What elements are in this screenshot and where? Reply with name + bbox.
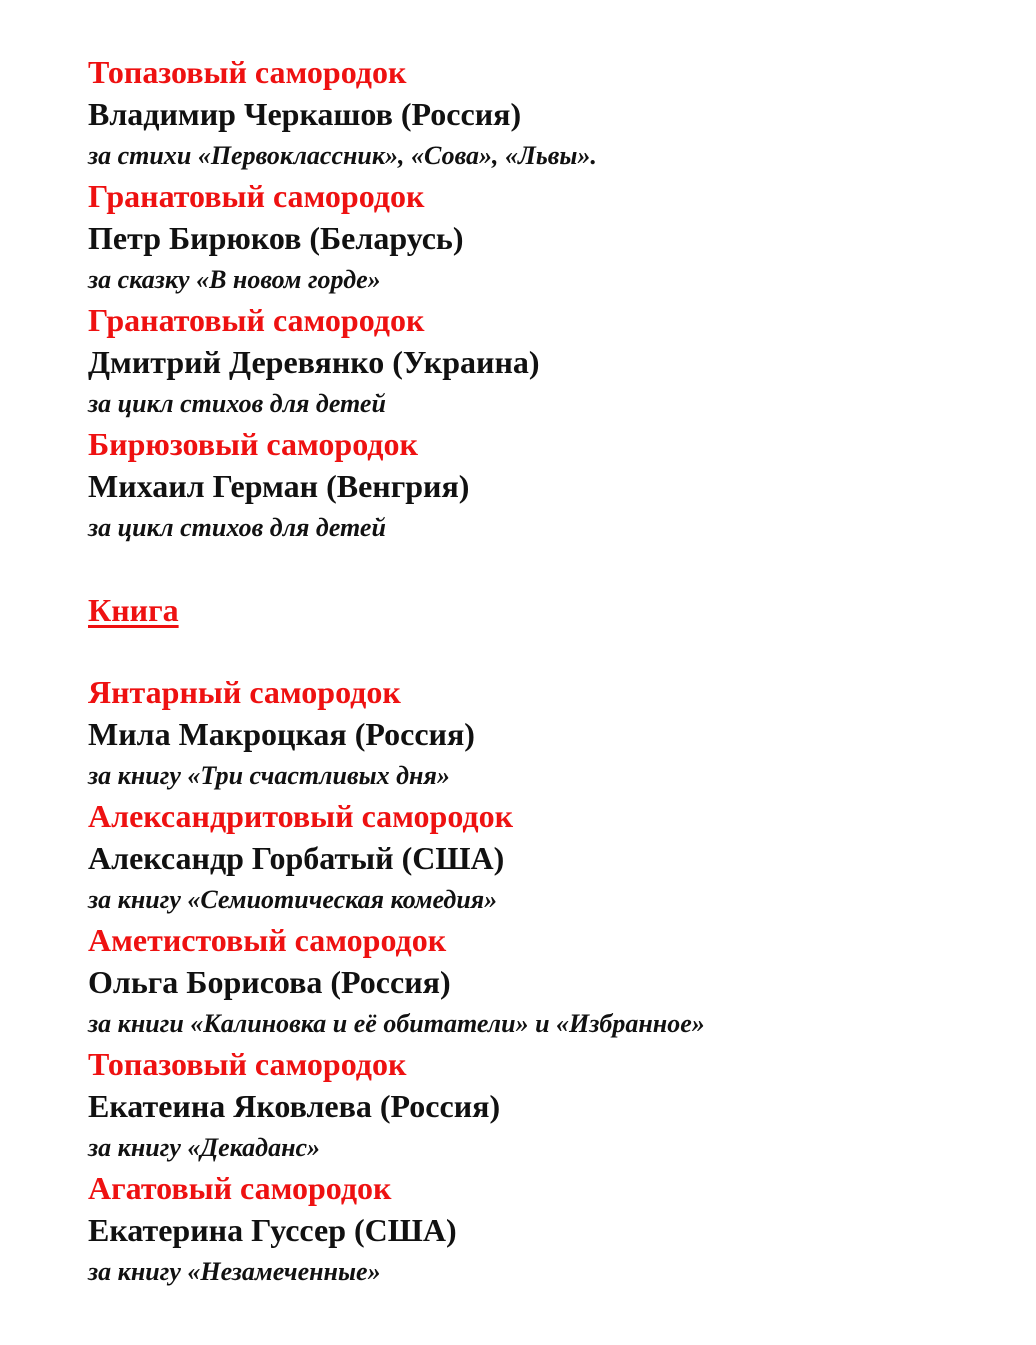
award-reason: за книги «Калиновка и её обитатели» и «Избранное» bbox=[88, 1009, 705, 1038]
award-title: Бирюзовый самородок bbox=[88, 426, 418, 462]
award-reason: за книгу «Незамеченные» bbox=[88, 1257, 381, 1286]
award-reason: за цикл стихов для детей bbox=[88, 513, 386, 542]
document-page bbox=[88, 52, 1008, 1292]
award-reason: за книгу «Декаданс» bbox=[88, 1133, 321, 1162]
award-reason: за книгу «Три счастливых дня» bbox=[88, 761, 450, 790]
award-entry bbox=[88, 920, 1008, 1044]
award-entry bbox=[88, 672, 1008, 796]
winner-name: Александр Горбатый (США) bbox=[88, 840, 505, 876]
award-reason: за книгу «Семиотическая комедия» bbox=[88, 885, 498, 914]
winner-name: Михаил Герман (Венгрия) bbox=[88, 468, 470, 504]
award-entry bbox=[88, 424, 1008, 548]
award-entry bbox=[88, 176, 1008, 300]
award-reason: за сказку «В новом горде» bbox=[88, 265, 381, 294]
winner-name: Екатерина Гуссер (США) bbox=[88, 1212, 457, 1248]
award-title: Александритовый самородок bbox=[88, 798, 514, 834]
winner-name: Ольга Борисова (Россия) bbox=[88, 964, 451, 1000]
award-entry bbox=[88, 796, 1008, 920]
awards-list-poems bbox=[88, 52, 1008, 548]
award-entry bbox=[88, 1044, 1008, 1168]
award-title: Янтарный самородок bbox=[88, 674, 401, 710]
award-reason: за цикл стихов для детей bbox=[88, 389, 386, 418]
award-entry bbox=[88, 1168, 1008, 1292]
award-title: Агатовый самородок bbox=[88, 1170, 392, 1206]
award-title: Аметистовый самородок bbox=[88, 922, 447, 958]
award-title: Топазовый самородок bbox=[88, 1046, 407, 1082]
winner-name: Владимир Черкашов (Россия) bbox=[88, 96, 522, 132]
winner-name: Петр Бирюков (Беларусь) bbox=[88, 220, 464, 256]
award-title: Гранатовый самородок bbox=[88, 178, 425, 214]
section-title-book: Книга bbox=[88, 592, 179, 628]
award-title: Топазовый самородок bbox=[88, 54, 407, 90]
award-entry bbox=[88, 300, 1008, 424]
award-entry bbox=[88, 52, 1008, 176]
winner-name: Екатеина Яковлева (Россия) bbox=[88, 1088, 501, 1124]
winner-name: Мила Макроцкая (Россия) bbox=[88, 716, 475, 752]
award-title: Гранатовый самородок bbox=[88, 302, 425, 338]
award-reason: за стихи «Первоклассник», «Сова», «Львы». bbox=[88, 141, 597, 170]
awards-list-books bbox=[88, 672, 1008, 1292]
winner-name: Дмитрий Деревянко (Украина) bbox=[88, 344, 540, 380]
